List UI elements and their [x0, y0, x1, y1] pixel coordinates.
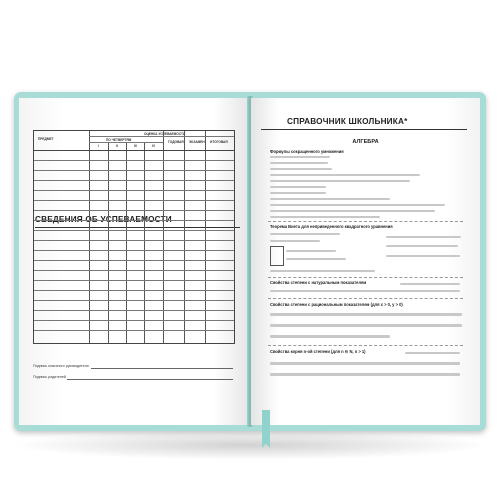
- formula-line: [270, 240, 320, 242]
- formula-line: [270, 290, 460, 292]
- table-row: [34, 240, 234, 241]
- formula-line: [270, 162, 328, 164]
- formula-line: [386, 245, 458, 247]
- formula-line: [270, 335, 390, 338]
- exam-header: ЭКЗАМЕН: [189, 140, 205, 144]
- formula-line: [270, 156, 330, 158]
- quarter-1: I: [98, 144, 99, 148]
- formula-line: [270, 373, 460, 376]
- formula-line: [270, 174, 420, 176]
- quarter-3: III: [134, 144, 137, 148]
- table-row: [34, 300, 234, 301]
- table-row: [34, 190, 234, 191]
- formula-line: [405, 352, 460, 354]
- header-line: [89, 136, 234, 137]
- table-row: [34, 170, 234, 171]
- grades-table: [33, 130, 235, 344]
- section-divider: [268, 277, 463, 278]
- section-heading: Свойства степени с натуральным показателем: [270, 280, 367, 285]
- formula-line: [270, 324, 462, 327]
- formula-line: [270, 210, 435, 212]
- table-row: [34, 200, 234, 201]
- formula-line: [286, 250, 336, 252]
- parent-signature-label: Подпись родителей: [33, 375, 66, 379]
- table-shadow: [10, 430, 490, 460]
- formula-line: [270, 362, 460, 365]
- quarter-2: II: [116, 144, 118, 148]
- annual-header: ГОДОВАЯ: [168, 140, 184, 144]
- right-page-title: СПРАВОЧНИК ШКОЛЬНИКА*: [287, 116, 408, 126]
- col-divider: [126, 142, 127, 343]
- table-row: [34, 220, 234, 221]
- formula-line: [270, 186, 326, 188]
- section-heading: Свойства корня n-ой степени (для n ∈ N, n > 1): [270, 349, 366, 354]
- section-heading: Свойства степени с рациональным показателем (для x > 0, y > 0): [270, 302, 403, 307]
- bookmark-ribbon: [262, 410, 270, 448]
- formula-line: [270, 270, 375, 272]
- table-row: [34, 320, 234, 321]
- formula-line: [270, 180, 410, 182]
- section-divider: [268, 345, 463, 346]
- header-line: [89, 142, 163, 143]
- header-bottom-line: [34, 150, 234, 151]
- formula-line: [270, 233, 340, 235]
- left-page: [19, 98, 248, 425]
- title-underline: [261, 129, 467, 130]
- formula-line: [270, 313, 462, 316]
- table-row: [34, 210, 234, 211]
- subject-title: АЛГЕБРА: [352, 139, 379, 145]
- table-row: [34, 270, 234, 271]
- formula-line: [270, 192, 326, 194]
- table-row: [34, 180, 234, 181]
- formula-line: [386, 236, 461, 238]
- formula-line: [270, 216, 380, 218]
- vieta-bracket: [270, 246, 284, 266]
- table-row: [34, 230, 234, 231]
- quarters-header: ПО ЧЕТВЕРТЯМ: [106, 138, 132, 142]
- teacher-signature-line: [91, 368, 233, 369]
- formula-line: [286, 258, 346, 260]
- table-row: [34, 250, 234, 251]
- col-divider: [163, 131, 164, 343]
- col-divider: [144, 142, 145, 343]
- table-row: [34, 160, 234, 161]
- formula-line: [386, 255, 460, 257]
- col-divider: [184, 131, 185, 343]
- section-heading: Формулы сокращенного умножения: [270, 149, 344, 154]
- parent-signature-line: [67, 379, 233, 380]
- formula-line: [270, 204, 445, 206]
- grades-header: ОЦЕНКА УСПЕВАЕМОСТИ: [144, 132, 186, 136]
- formula-line: [270, 168, 332, 170]
- col-divider: [108, 142, 109, 343]
- formula-line: [400, 283, 460, 285]
- quarter-4: IV: [152, 144, 156, 148]
- section-heading: Теорема Виета для неприведенного квадратного уравнения: [270, 224, 393, 229]
- teacher-signature-label: Подпись классного руководителя: [33, 364, 89, 368]
- left-page-title: СВЕДЕНИЯ ОБ УСПЕВАЕМОСТИ: [35, 214, 172, 224]
- table-row: [34, 330, 234, 331]
- section-divider: [268, 221, 463, 222]
- col-divider: [205, 131, 206, 343]
- final-header: ИТОГОВАЯ: [210, 140, 228, 144]
- table-row: [34, 290, 234, 291]
- subject-header: ПРЕДМЕТ: [38, 137, 54, 141]
- section-divider: [268, 298, 463, 299]
- formula-line: [270, 198, 390, 200]
- col-divider: [89, 131, 90, 343]
- table-row: [34, 260, 234, 261]
- table-row: [34, 310, 234, 311]
- table-row: [34, 280, 234, 281]
